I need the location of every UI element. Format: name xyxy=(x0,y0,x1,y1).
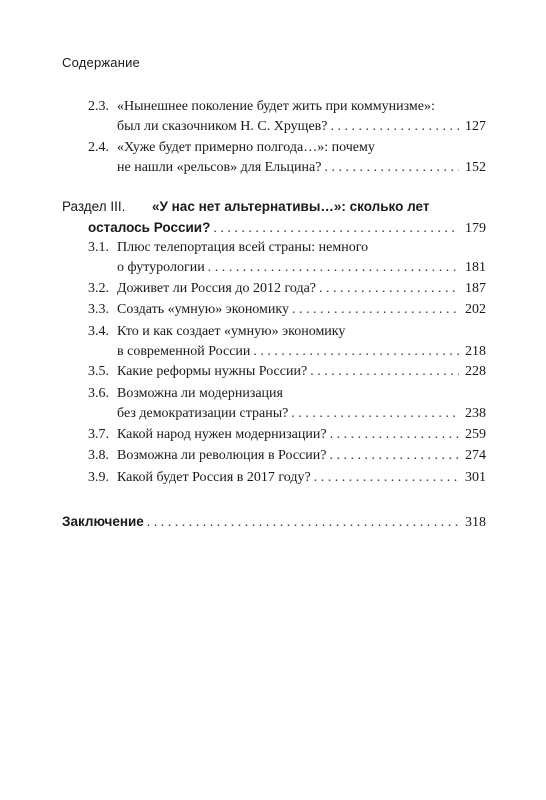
toc-entry-2-3[interactable] xyxy=(88,97,486,137)
entry-page-number: 187 xyxy=(465,281,486,296)
section-heading-iii[interactable] xyxy=(62,196,486,239)
toc-entry-3-5[interactable] xyxy=(88,362,486,382)
entry-number: 3.8. xyxy=(88,448,109,463)
toc-entry-3-4[interactable] xyxy=(88,322,486,362)
entry-number: 2.4. xyxy=(88,140,109,155)
entry-title-line2: без демократизации страны? xyxy=(117,406,289,421)
entry-page-number: 228 xyxy=(465,364,486,379)
entry-number: 3.2. xyxy=(88,281,109,296)
entry-title: Возможна ли революция в России? xyxy=(117,448,327,463)
entry-title: Какой будет Россия в 2017 году? xyxy=(117,470,311,485)
entry-title-line1: Плюс телепортация всей страны: немного xyxy=(117,240,369,255)
toc-entry-3-1[interactable] xyxy=(88,238,486,278)
dot-leader xyxy=(329,446,459,466)
entry-title-line2: о футурологии xyxy=(117,260,205,275)
entry-page-number: 238 xyxy=(465,406,486,421)
section-title-line1: «У нас нет альтернативы…»: сколько лет xyxy=(152,199,430,214)
entry-title: Доживет ли Россия до 2012 года? xyxy=(117,281,317,296)
toc-entry-3-6[interactable] xyxy=(88,384,486,424)
entry-page-number: 274 xyxy=(465,448,486,463)
toc-entry-3-2[interactable] xyxy=(88,279,486,299)
entry-page-number: 259 xyxy=(465,427,486,442)
entry-number: 3.3. xyxy=(88,302,109,317)
entry-title-line2: в современной России xyxy=(117,344,251,359)
conclusion-page-number: 318 xyxy=(465,515,486,530)
entry-title: Создать «умную» экономику xyxy=(117,302,289,317)
dot-leader xyxy=(319,279,459,299)
section-page-number: 179 xyxy=(465,221,486,236)
entry-page-number: 127 xyxy=(465,119,486,134)
entry-number: 3.5. xyxy=(88,364,109,379)
entry-number: 3.1. xyxy=(88,240,109,255)
dot-leader xyxy=(310,362,459,382)
toc-entry-3-9[interactable] xyxy=(88,468,486,488)
entry-number: 3.4. xyxy=(88,324,109,339)
dot-leader xyxy=(208,258,459,278)
entry-title-line2: был ли сказочником Н. С. Хрущев? xyxy=(117,119,328,134)
entry-page-number: 301 xyxy=(465,470,486,485)
toc-entry-3-3[interactable] xyxy=(88,300,486,320)
dot-leader xyxy=(213,218,459,239)
entry-number: 2.3. xyxy=(88,99,109,114)
toc-entry-3-8[interactable] xyxy=(88,446,486,466)
toc-entry-3-7[interactable] xyxy=(88,425,486,445)
dot-leader xyxy=(292,300,459,320)
dot-leader xyxy=(330,425,459,445)
entry-page-number: 152 xyxy=(465,160,486,175)
toc-entry-2-4[interactable] xyxy=(88,138,486,178)
entry-number: 3.6. xyxy=(88,386,109,401)
entry-title-line1: Кто и как создает «умную» экономику xyxy=(117,324,346,339)
entry-title-line2: не нашли «рельсов» для Ельцина? xyxy=(117,160,322,175)
dot-leader xyxy=(147,513,459,533)
entry-number: 3.9. xyxy=(88,470,109,485)
toc-entry-conclusion[interactable] xyxy=(62,512,486,533)
section-title-line2: осталось России? xyxy=(88,220,211,235)
entry-title-line1: «Нынешнее поколение будет жить при коммунизме»: xyxy=(117,99,435,114)
entry-page-number: 202 xyxy=(465,302,486,317)
running-head: Содержание xyxy=(62,55,140,70)
entry-title: Какой народ нужен модернизации? xyxy=(117,427,327,442)
entry-title: Какие реформы нужны России? xyxy=(117,364,308,379)
entry-page-number: 181 xyxy=(465,260,486,275)
entry-title-line1: «Хуже будет примерно полгода…»: почему xyxy=(117,140,375,155)
dot-leader xyxy=(253,342,459,362)
dot-leader xyxy=(291,404,459,424)
conclusion-title: Заключение xyxy=(62,514,144,529)
section-prefix: Раздел III. xyxy=(62,199,126,214)
entry-number: 3.7. xyxy=(88,427,109,442)
dot-leader xyxy=(314,468,459,488)
dot-leader xyxy=(331,117,460,137)
dot-leader xyxy=(324,158,459,178)
entry-title-line1: Возможна ли модернизация xyxy=(117,386,283,401)
entry-page-number: 218 xyxy=(465,344,486,359)
